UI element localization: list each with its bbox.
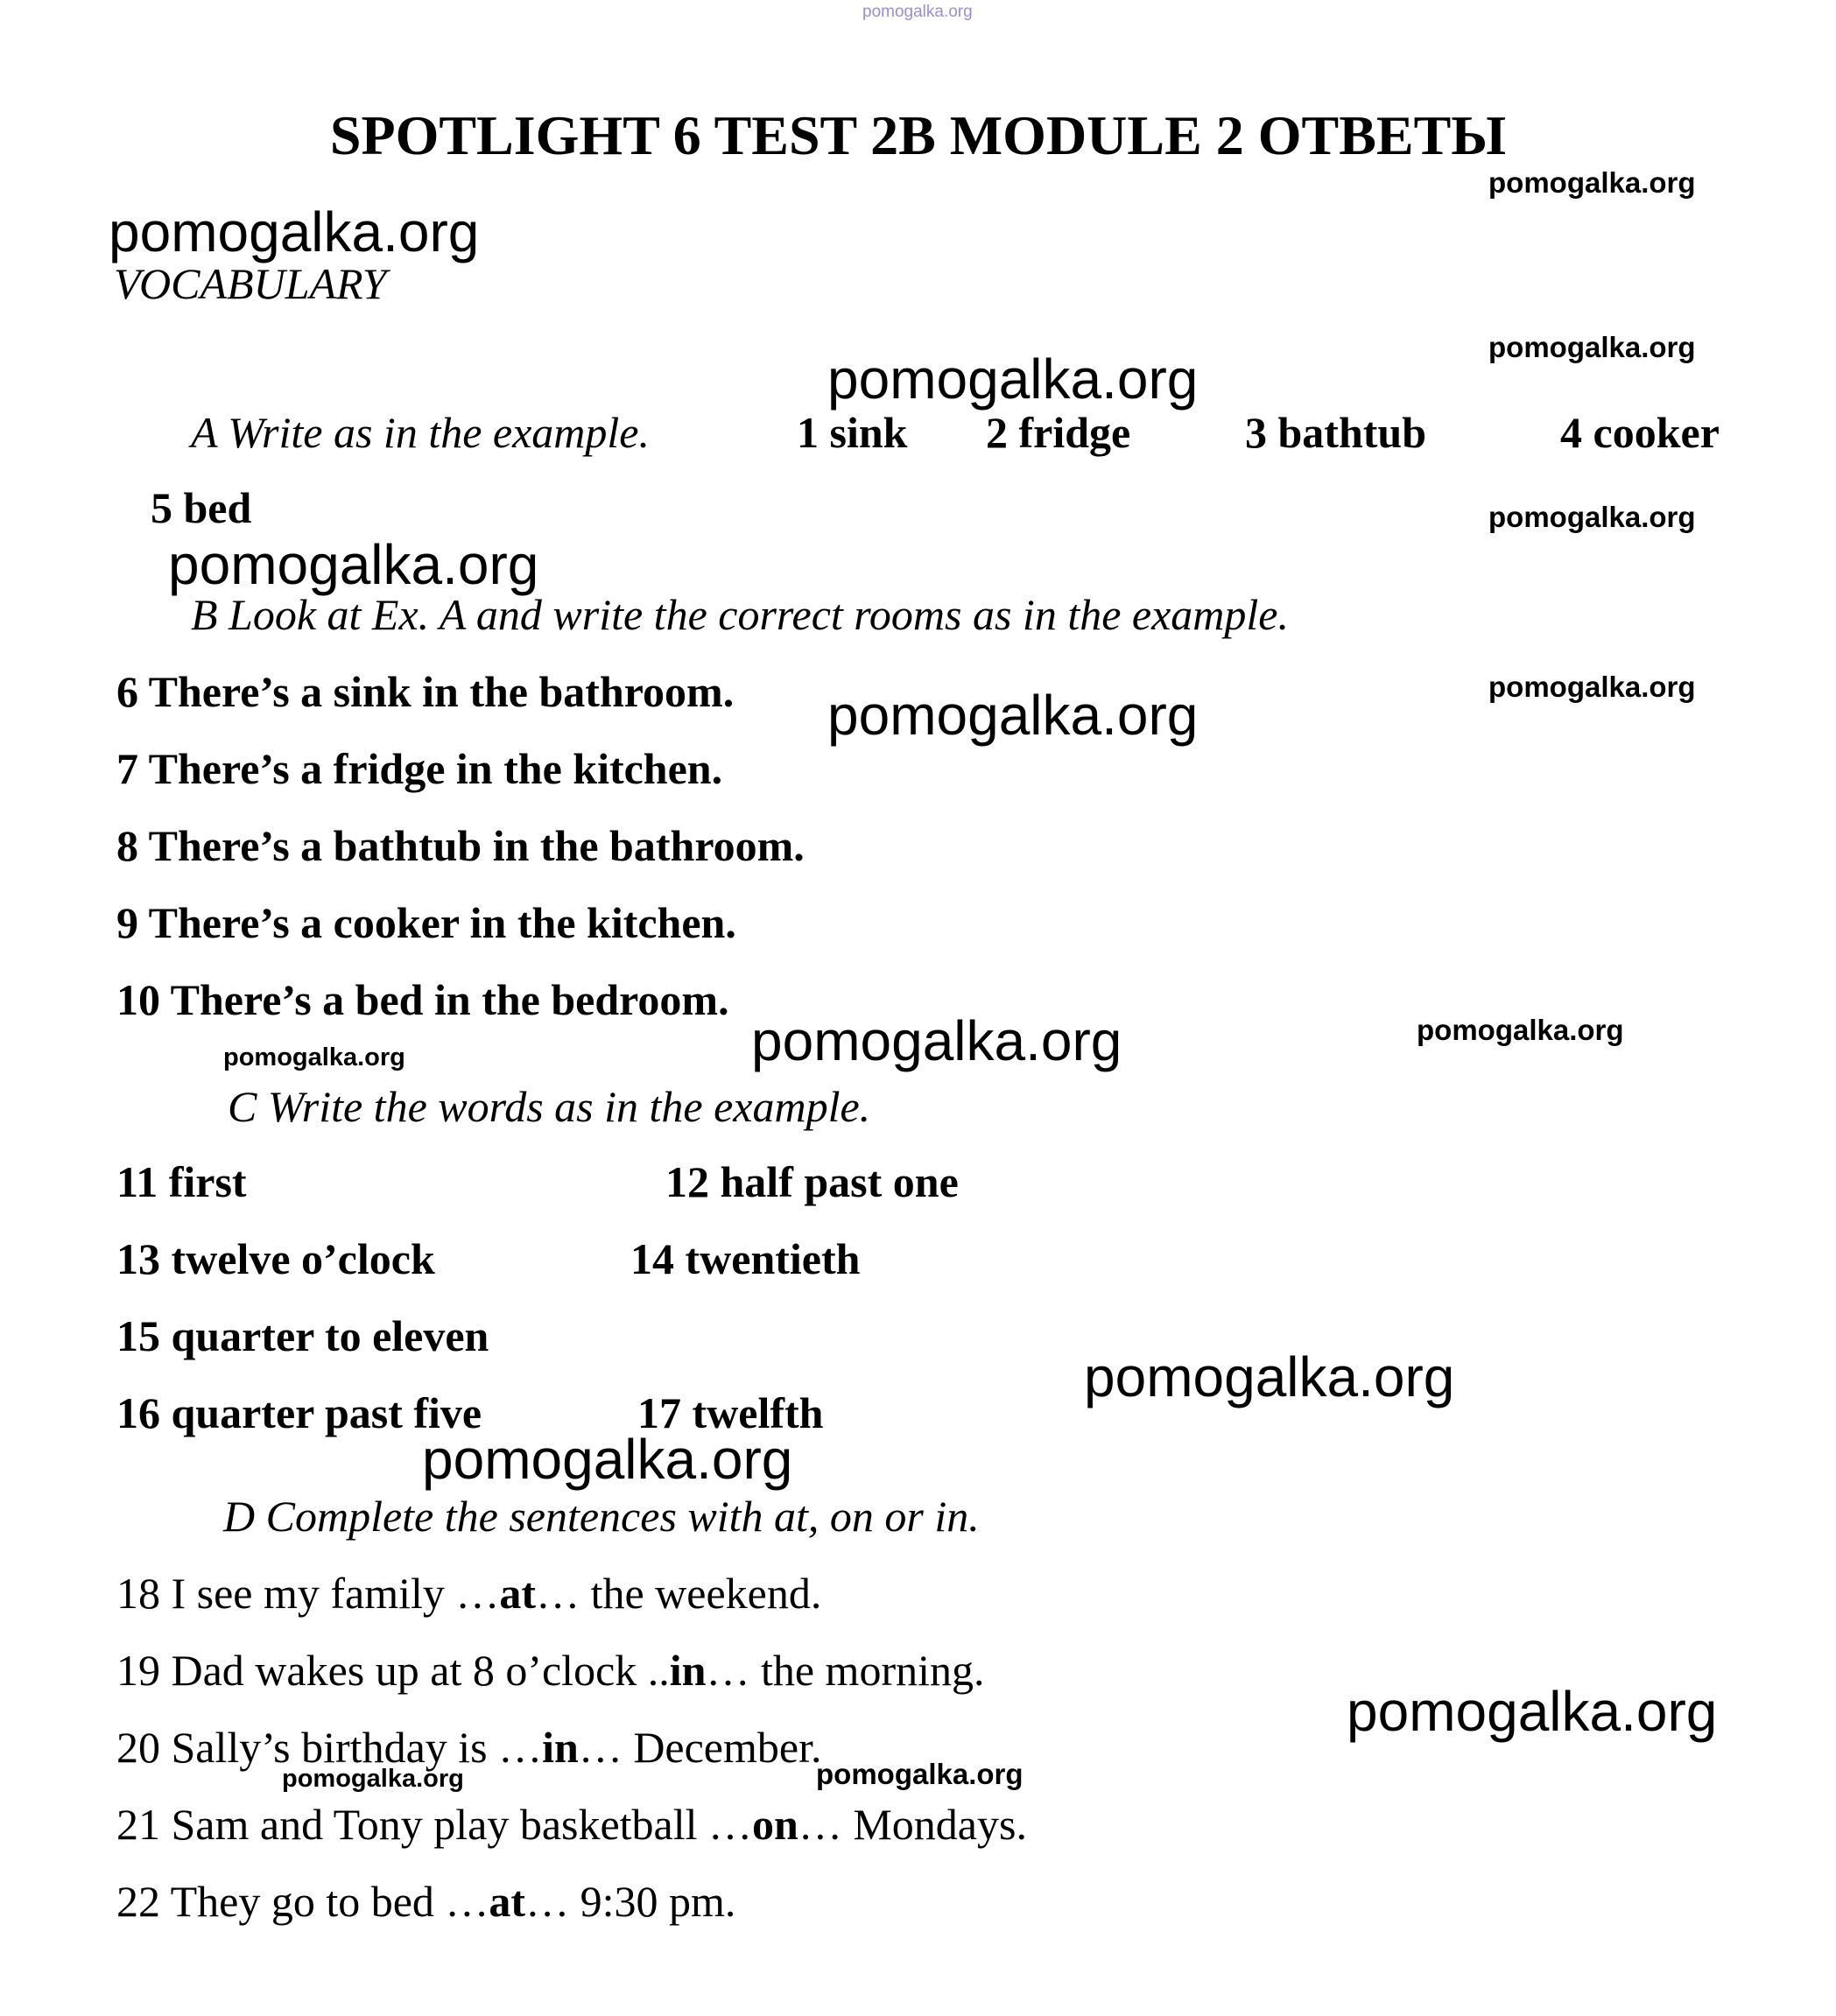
answer-20 (116, 1723, 821, 1774)
answer-18-post: … the weekend. (536, 1569, 822, 1618)
answer-20-post: … December. (578, 1723, 822, 1772)
answer-8: 8 There’s a bathtub in the bathroom. (116, 821, 805, 870)
answer-14: 14 twentieth (630, 1234, 861, 1283)
answer-19 (116, 1646, 985, 1696)
answer-18-word: at (499, 1569, 537, 1618)
answer-4: 4 cooker (1560, 408, 1720, 457)
answer-1: 1 sink (797, 408, 908, 457)
answer-3: 3 bathtub (1245, 408, 1427, 457)
answer-13: 13 twelve o’clock (116, 1234, 435, 1283)
watermark: pomogalka.org (109, 200, 480, 263)
answer-19-word: in (669, 1646, 707, 1695)
section-d-prompt: D Complete the sentences with at, on or in. (223, 1492, 980, 1541)
answer-9: 9 There’s a cooker in the kitchen. (116, 898, 736, 947)
watermark: pomogalka.org (827, 348, 1199, 411)
watermark: pomogalka.org (1084, 1345, 1455, 1408)
answer-11: 11 first (116, 1157, 247, 1206)
page-title: SPOTLIGHT 6 TEST 2B MODULE 2 ОТВЕТЫ (329, 104, 1507, 166)
answer-7: 7 There’s a fridge in the kitchen. (116, 744, 723, 793)
watermark: pomogalka.org (1488, 331, 1696, 363)
answer-5: 5 bed (151, 483, 252, 532)
answer-18-pre: 18 I see my family … (116, 1569, 500, 1618)
answer-21-pre: 21 Sam and Tony play basketball … (116, 1800, 753, 1849)
watermark: pomogalka.org (1488, 501, 1696, 533)
answer-18 (116, 1569, 821, 1619)
answer-22-pre: 22 They go to bed … (116, 1877, 489, 1926)
answer-22 (116, 1877, 735, 1928)
watermark: pomogalka.org (751, 1009, 1122, 1072)
answer-6: 6 There’s a sink in the bathroom. (116, 667, 735, 716)
answer-16: 16 quarter past five (116, 1388, 482, 1437)
answer-22-post: … 9:30 pm. (525, 1877, 736, 1926)
section-b-prompt: B Look at Ex. A and write the correct rooms as in the example. (191, 590, 1289, 639)
answer-21 (116, 1800, 1027, 1851)
answer-10: 10 There’s a bed in the bedroom. (116, 975, 729, 1024)
watermark: pomogalka.org (816, 1758, 1024, 1790)
answer-15: 15 quarter to eleven (116, 1311, 489, 1360)
watermark: pomogalka.org (827, 684, 1199, 747)
watermark: pomogalka.org (1488, 671, 1696, 703)
answer-19-pre: 19 Dad wakes up at 8 o’clock .. (116, 1646, 670, 1695)
answer-21-word: on (752, 1800, 798, 1849)
vocabulary-heading: VOCABULARY (114, 259, 387, 308)
answer-19-post: … the morning. (706, 1646, 985, 1695)
answer-21-post: … Mondays. (798, 1800, 1027, 1849)
answer-20-pre: 20 Sally’s birthday is … (116, 1723, 543, 1772)
answer-2: 2 fridge (986, 408, 1131, 457)
watermark: pomogalka.org (1488, 166, 1696, 199)
answer-12: 12 half past one (665, 1157, 959, 1206)
watermark: pomogalka.org (282, 1765, 464, 1793)
answer-22-word: at (489, 1877, 526, 1926)
section-c-prompt: C Write the words as in the example. (228, 1082, 871, 1131)
watermark: pomogalka.org (862, 3, 973, 21)
answer-20-word: in (542, 1723, 579, 1772)
answer-17: 17 twelfth (637, 1388, 824, 1437)
watermark: pomogalka.org (1347, 1680, 1718, 1743)
watermark: pomogalka.org (168, 533, 539, 596)
section-a-prompt: A Write as in the example. (191, 408, 650, 457)
watermark: pomogalka.org (223, 1043, 405, 1071)
watermark: pomogalka.org (422, 1428, 793, 1491)
watermark: pomogalka.org (1417, 1014, 1624, 1046)
